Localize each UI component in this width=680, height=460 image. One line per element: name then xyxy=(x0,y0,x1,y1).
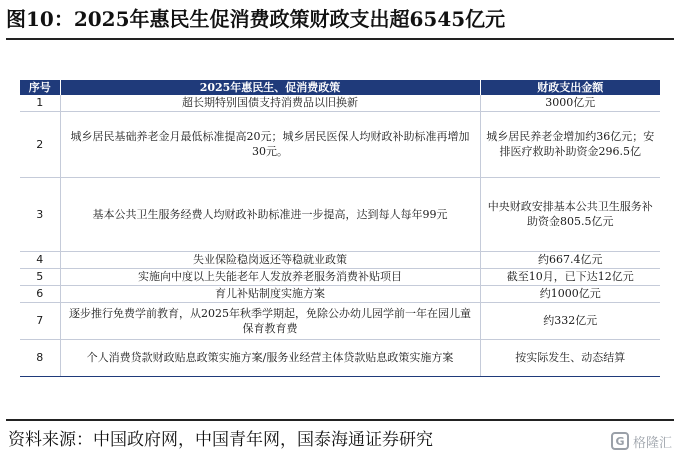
row-policy: 基本公共卫生服务经费人均财政补助标准进一步提高，达到每人每年99元 xyxy=(60,177,480,251)
row-policy: 个人消费贷款财政贴息政策实施方案/服务业经营主体贷款贴息政策实施方案 xyxy=(60,339,480,376)
row-policy: 逐步推行免费学前教育，从2025年秋季学期起，免除公办幼儿园学前一年在园儿童保育教育费 xyxy=(60,302,480,339)
row-num: 8 xyxy=(20,339,60,376)
row-num: 3 xyxy=(20,177,60,251)
row-amount: 截至10月，已下达12亿元 xyxy=(480,268,660,285)
bottom-rule xyxy=(6,419,674,421)
row-amount: 按实际发生、动态结算 xyxy=(480,339,660,376)
row-policy: 实施向中度以上失能老年人发放养老服务消费补贴项目 xyxy=(60,268,480,285)
table-row xyxy=(20,251,660,268)
row-amount: 约667.4亿元 xyxy=(480,251,660,268)
table-row xyxy=(20,339,660,376)
row-num: 6 xyxy=(20,285,60,302)
table-row xyxy=(20,95,660,111)
top-rule xyxy=(6,38,674,40)
row-num: 2 xyxy=(20,111,60,177)
row-amount: 中央财政安排基本公共卫生服务补助资金805.5亿元 xyxy=(480,177,660,251)
row-num: 1 xyxy=(20,95,60,111)
header-num: 序号 xyxy=(20,80,60,95)
row-num: 7 xyxy=(20,302,60,339)
source-note: 资料来源：中国政府网，中国青年网，国泰海通证券研究 xyxy=(8,430,433,450)
row-amount: 3000亿元 xyxy=(480,95,660,111)
row-num: 5 xyxy=(20,268,60,285)
table-row xyxy=(20,111,660,177)
table-row xyxy=(20,177,660,251)
row-policy: 育儿补贴制度实施方案 xyxy=(60,285,480,302)
figure-title: 图10：2025年惠民生促消费政策财政支出超6545亿元 xyxy=(6,7,506,31)
watermark-text: 格隆汇 xyxy=(632,435,672,451)
watermark xyxy=(611,430,672,452)
header-policy: 2025年惠民生、促消费政策 xyxy=(60,80,480,95)
header-amount: 财政支出金额 xyxy=(480,80,660,95)
policy-table xyxy=(20,80,660,377)
row-policy: 失业保险稳岗返还等稳就业政策 xyxy=(60,251,480,268)
row-amount: 约332亿元 xyxy=(480,302,660,339)
row-policy: 超长期特别国债支持消费品以旧换新 xyxy=(60,95,480,111)
table-row xyxy=(20,302,660,339)
row-amount: 城乡居民养老金增加约36亿元；安排医疗救助补助资金296.5亿 xyxy=(480,111,660,177)
row-amount: 约1000亿元 xyxy=(480,285,660,302)
watermark-logo-icon: G xyxy=(611,432,629,450)
table-row xyxy=(20,268,660,285)
table-row xyxy=(20,285,660,302)
table-header-row xyxy=(20,80,660,95)
row-policy: 城乡居民基础养老金月最低标准提高20元；城乡居民医保人均财政补助标准再增加30元。 xyxy=(60,111,480,177)
row-num: 4 xyxy=(20,251,60,268)
